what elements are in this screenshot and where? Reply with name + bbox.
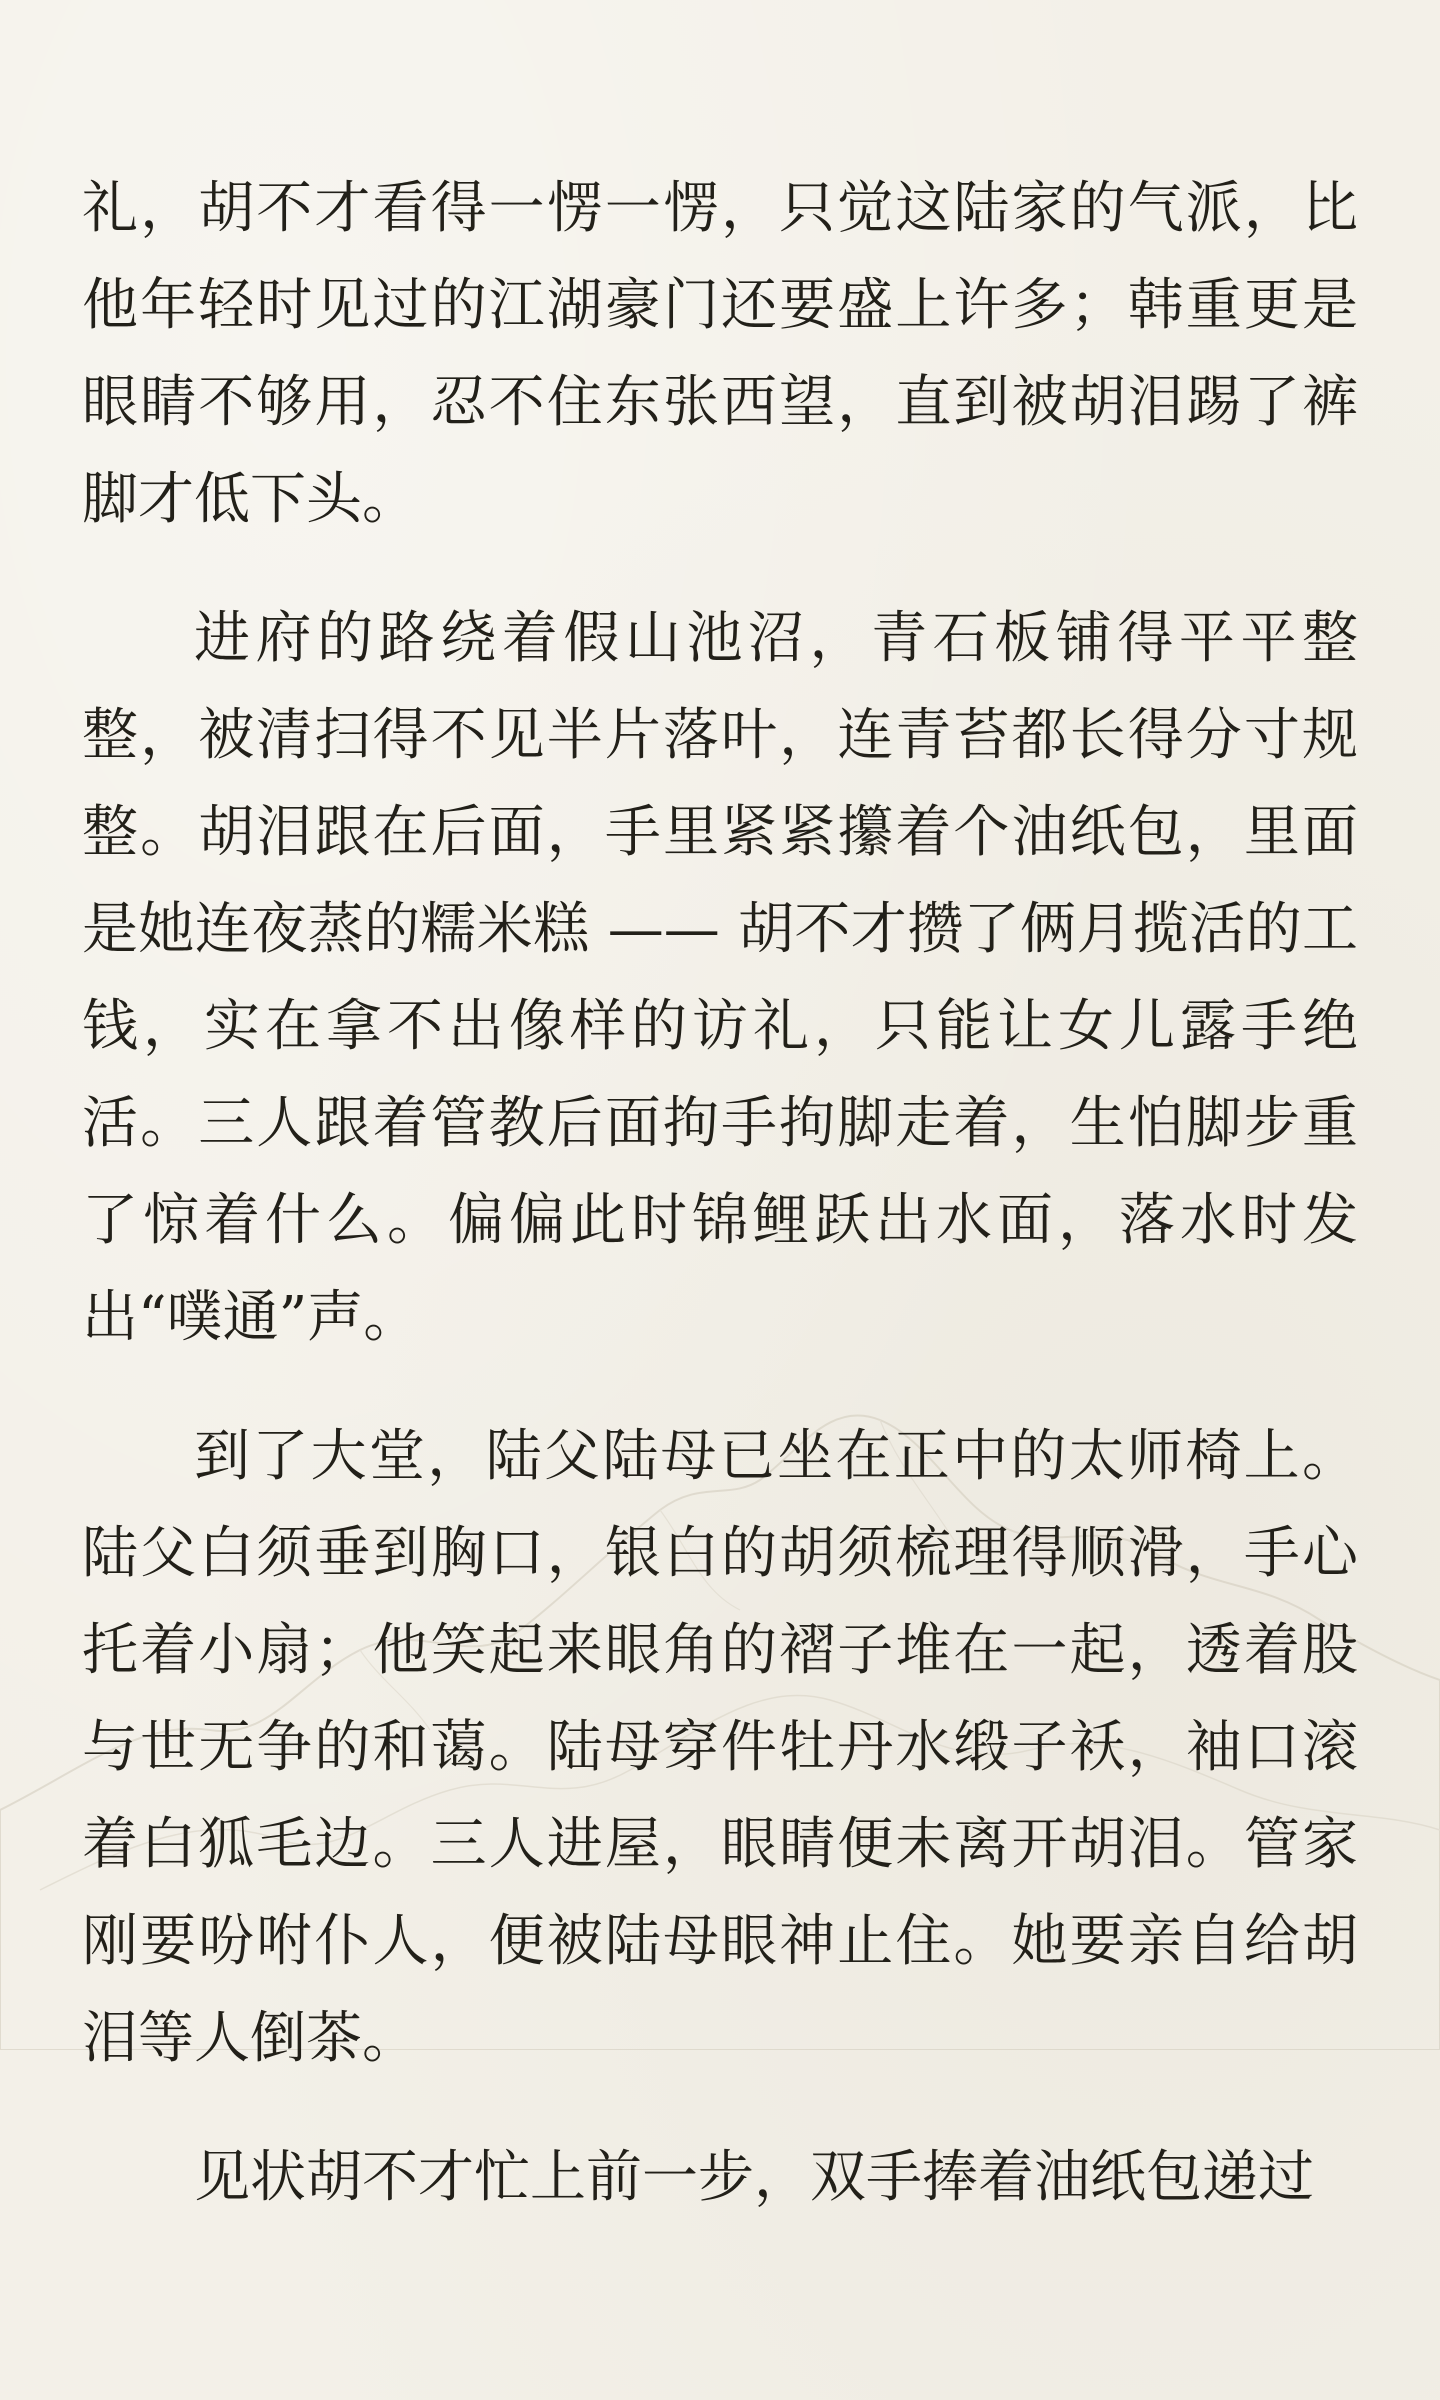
paragraph-4: 见状胡不才忙上前一步，双手捧着油纸包递过 <box>194 2145 1314 2210</box>
paragraph-1: 礼，胡不才看得一愣一愣，只觉这陆家的气派，比他年轻时见过的江湖豪门还要盛上许多；韩重更是眼睛不够用，忍不住东张西望，直到被胡泪踢了裤脚才低下头。 <box>82 176 1358 532</box>
paragraph-2: 进府的路绕着假山池沼，青石板铺得平平整整，被清扫得不见半片落叶，连青苔都长得分寸规整。胡泪跟在后面，手里紧紧攥着个油纸包，里面是她连夜蒸的糯米糕 —— 胡不才攒了俩月揽活的工钱，实在拿不出像样的访礼，只能让女儿露手绝活。三人跟着管教后面拘手拘脚走着，生怕脚步重了惊着什么。偏偏此时锦鲤跃出水面，落水时发出“噗通”声。 <box>82 606 1358 1350</box>
paragraph-3: 到了大堂，陆父陆母已坐在正中的太师椅上。陆父白须垂到胸口，银白的胡须梳理得顺滑，手心托着小扇；他笑起来眼角的褶子堆在一起，透着股与世无争的和蔼。陆母穿件牡丹水缎子袄，袖口滚着白狐毛边。三人进屋，眼睛便未离开胡泪。管家刚要吩咐仆人，便被陆母眼神止住。她要亲自给胡泪等人倒茶。 <box>82 1424 1358 2071</box>
article-body <box>82 160 1358 2268</box>
